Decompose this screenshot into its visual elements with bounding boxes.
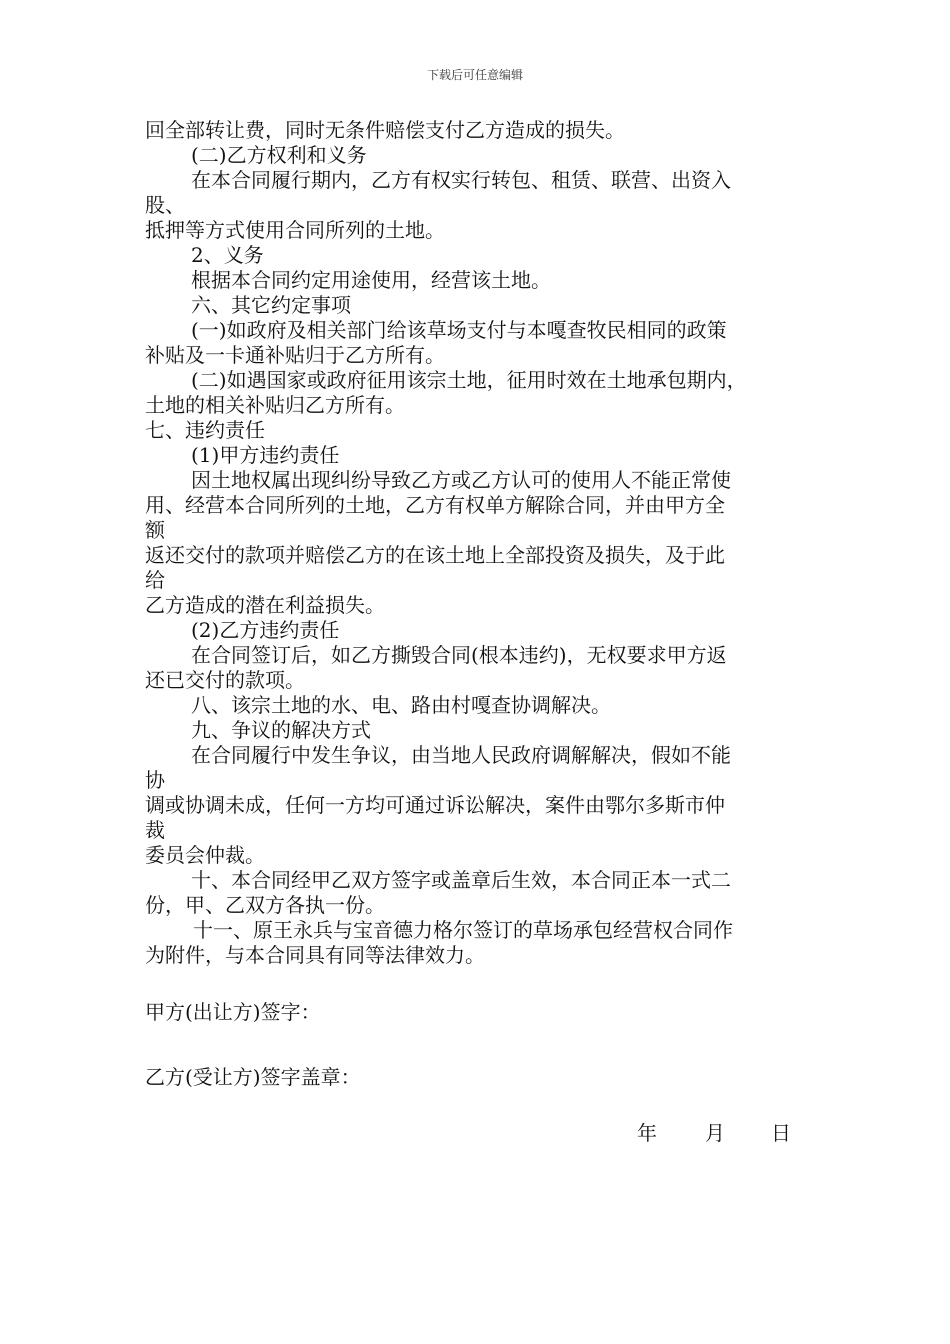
text-line: 裁 (145, 818, 165, 842)
text-line: 协 (145, 768, 165, 792)
document-body (145, 118, 810, 1090)
text-line: 还已交付的款项。 (145, 668, 305, 692)
text-line: 在合同履行中发生争议，由当地人民政府调解解决，假如不能 (191, 743, 731, 767)
text-line: 根据本合同约定用途使用，经营该土地。 (191, 268, 551, 292)
text-line: (二)乙方权利和义务 (191, 143, 367, 167)
text-line: 股、 (145, 193, 185, 217)
section-heading: 十、本合同经甲乙双方签字或盖章后生效，本合同正本一式二 (191, 868, 731, 892)
text-line: 在合同签订后，如乙方撕毁合同(根本违约)，无权要求甲方返 (191, 643, 727, 667)
section-heading: 九、争议的解决方式 (191, 718, 371, 742)
text-line: 份，甲、乙双方各执一份。 (145, 893, 385, 917)
text-line: 因土地权属出现纠纷导致乙方或乙方认可的使用人不能正常使 (191, 468, 731, 492)
party-b-signature: 乙方(受让方)签字盖章： (145, 1065, 361, 1089)
section-heading: 八、该宗土地的水、电、路由村嘎查协调解决。 (191, 693, 611, 717)
date-year: 年 (637, 1121, 657, 1145)
text-line: 返还交付的款项并赔偿乙方的在该土地上全部投资及损失，及于此 (145, 543, 725, 567)
text-line: 2、义务 (191, 243, 264, 267)
text-line: 为附件，与本合同具有同等法律效力。 (145, 943, 485, 967)
page-header: 下载后可任意编辑 (426, 68, 523, 82)
text-line: 补贴及一卡通补贴归于乙方所有。 (145, 343, 445, 367)
text-line: 给 (145, 568, 165, 592)
party-a-signature: 甲方(出让方)签字： (145, 1000, 321, 1024)
text-line: (一)如政府及相关部门给该草场支付与本嘎查牧民相同的政策 (191, 318, 727, 342)
text-line: 抵押等方式使用合同所列的土地。 (145, 218, 445, 242)
text-line: 额 (145, 518, 165, 542)
text-line: 乙方造成的潜在利益损失。 (145, 593, 385, 617)
text-line: (二)如遇国家或政府征用该宗土地，征用时效在土地承包期内， (191, 368, 747, 392)
date-month: 月 (705, 1121, 725, 1145)
section-heading: 六、其它约定事项 (191, 293, 351, 317)
section-heading: 十一、原王永兵与宝音德力格尔签订的草场承包经营权合同作 (193, 918, 733, 942)
text-line: 回全部转让费，同时无条件赔偿支付乙方造成的损失。 (145, 118, 625, 142)
text-line: 委员会仲裁。 (145, 843, 265, 867)
text-line: (2)乙方违约责任 (191, 618, 340, 642)
text-line: 调或协调未成，任何一方均可通过诉讼解决，案件由鄂尔多斯市仲 (145, 793, 725, 817)
text-line: (1)甲方违约责任 (191, 443, 340, 467)
signing-date (637, 1120, 791, 1146)
text-line: 在本合同履行期内，乙方有权实行转包、租赁、联营、出资入 (191, 168, 731, 192)
date-day: 日 (771, 1121, 791, 1145)
section-heading: 七、违约责任 (145, 418, 265, 442)
text-line: 土地的相关补贴归乙方所有。 (145, 393, 405, 417)
text-line: 用、经营本合同所列的土地，乙方有权单方解除合同，并由甲方全 (145, 493, 725, 517)
